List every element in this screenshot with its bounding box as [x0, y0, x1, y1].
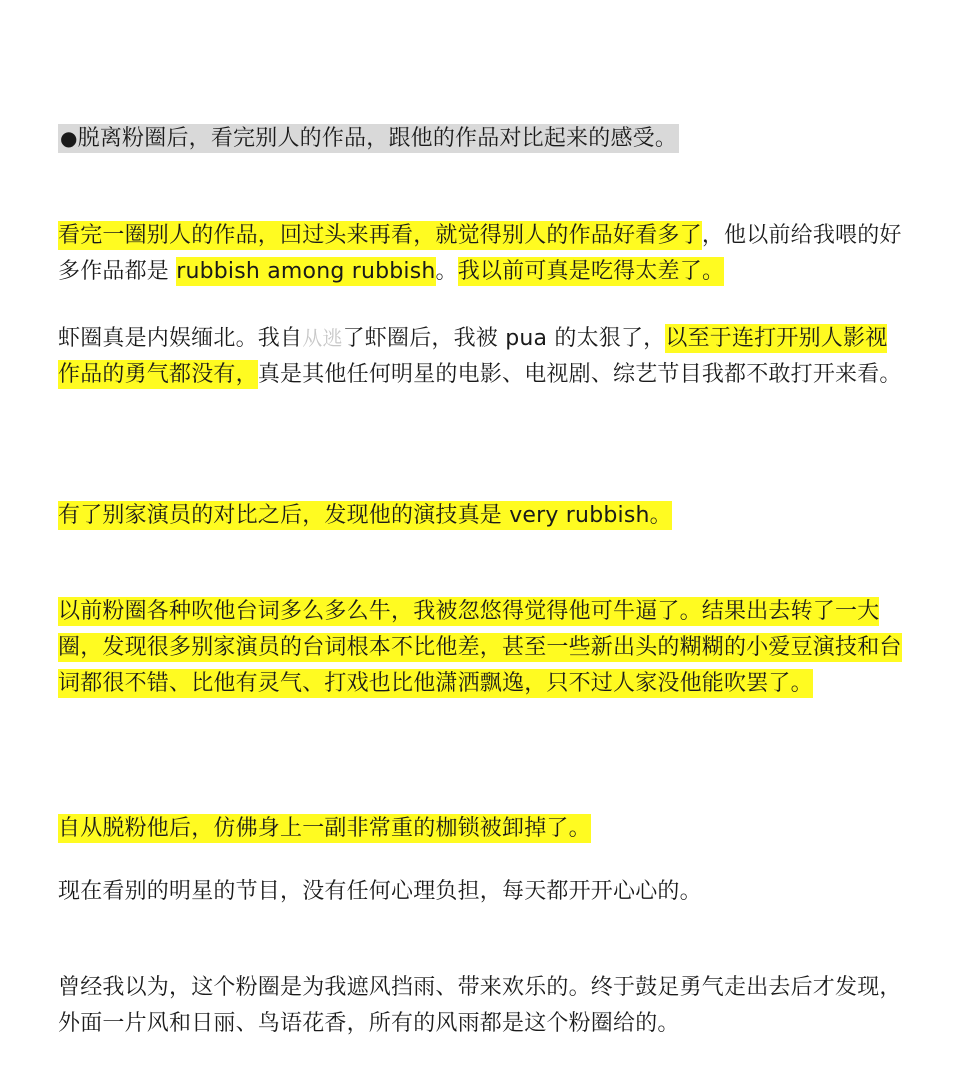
highlight-1a: 看完一圈别人的作品，回过头来再看，就觉得别人的作品好看多了	[58, 223, 702, 248]
paragraph-3	[58, 498, 908, 534]
paragraph-5	[58, 811, 908, 847]
text-2a: 虾圈真是内娱缅北。我自	[58, 326, 303, 351]
text-2c: 真是其他任何明星的电影、电视剧、综艺节目我都不敢打开来看。	[257, 362, 902, 387]
text-1b: 。	[435, 259, 458, 284]
heading-block	[58, 124, 679, 153]
highlight-1b: rubbish among rubbish	[176, 259, 436, 284]
highlight-3a: 有了别家演员的对比之后，发现他的演技真是 very rubbish。	[58, 503, 672, 528]
highlight-2a: 以至于连打开别人影视作品的勇气都没有，	[58, 326, 888, 387]
highlight-1c: 我以前可真是吃得太差了。	[457, 259, 725, 284]
text-6a: 现在看别的明星的节目，没有任何心理负担，每天都开开心心的。	[58, 879, 702, 904]
highlight-5a: 自从脱粉他后，仿佛身上一副非常重的枷锁被卸掉了。	[58, 816, 591, 841]
text-7a: 曾经我以为，这个粉圈是为我遮风挡雨、带来欢乐的。终于鼓足勇气走出去后才发现，外面一片风和日丽、鸟语花香，所有的风雨都是这个粉圈给的。	[58, 975, 902, 1036]
bullet-icon: ●	[60, 126, 78, 150]
highlight-4a: 以前粉圈各种吹他台词多么多么牛，我被忽悠得觉得他可牛逼了。结果出去转了一大圈，发现很多别家演员的台词根本不比他差，甚至一些新出头的糊糊的小爱豆演技和台词都很不错、比他有灵气、打戏也比他潇洒飘逸，只不过人家没他能吹罢了。	[58, 599, 902, 696]
heading-text: 脱离粉圈后，看完别人的作品，跟他的作品对比起来的感受。	[77, 126, 678, 151]
paragraph-4	[58, 594, 908, 702]
paragraph-2	[58, 320, 908, 393]
paragraph-7	[58, 970, 908, 1042]
section-heading	[58, 120, 908, 157]
text-2b: 了虾圈后，我被 pua 的太狠了，	[342, 326, 666, 351]
paragraph-1	[58, 218, 908, 290]
text-1a: ，他以前给我喂的好多作品都是	[58, 223, 902, 284]
paragraph-6	[58, 874, 908, 910]
watermark-text: 从逃	[302, 326, 343, 350]
